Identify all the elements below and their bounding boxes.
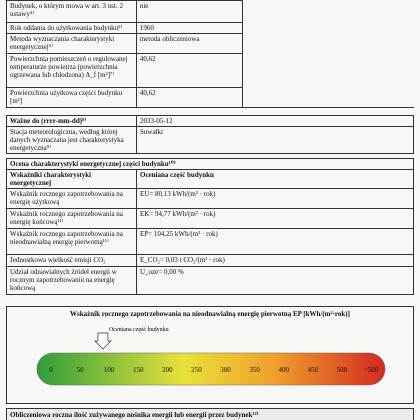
row-usable-area-label: Powierzchnia użytkowa części budynku [m²] (7, 88, 137, 108)
valid-until-label: Ważne do (rrrr-mm-dd)⁸⁾ (7, 116, 137, 127)
row-method-label: Metoda wyznaczania charakterystyki energetycznej⁶⁾ (7, 34, 137, 54)
tick-label: 250 (191, 366, 202, 374)
marker-arrow-icon (95, 333, 111, 349)
ep-scale-svg (7, 321, 413, 403)
co2-value: E_CO₂= 0,03 t CO₂/(m² · rok) (137, 255, 414, 267)
building-info-section (6, 0, 414, 108)
row-area-label: Powierzchnia pomieszczeń o regulowanej temperaturze powietrza (powierzchnia ogrzewana lub chłodzona) A_f [m²]⁷⁾ (7, 54, 137, 88)
building-info-table (6, 0, 414, 108)
station-value: Suwałki (137, 127, 414, 154)
bottom-note: Obliczeniowa roczna ilość zużywanego nośnika energii lub energii przez budynek¹²⁾ (6, 408, 414, 420)
row-year-label: Rok oddania do użytkowania budynku⁵⁾ (7, 23, 137, 34)
assessment-section (6, 158, 414, 295)
chart-title: Wskaźnik rocznego zapotrzebowania na nieodnawialną energię pierwotną EP [kWh/(m²·rok)] (70, 310, 350, 318)
row-usable-area-value: 40,62 (136, 88, 242, 108)
ep-label: Wskaźnik rocznego zapotrzebowania na nieodnawialną energię pierwotną¹¹⁾ (7, 229, 137, 255)
oze-value: U_oze= 0,00 % (137, 267, 414, 295)
building-photo-cell (242, 1, 414, 108)
ek-label: Wskaźnik rocznego zapotrzebowania na energię końcową¹¹⁾ (7, 209, 137, 229)
ep-scale-chart (6, 306, 414, 404)
tick-label: >500 (363, 366, 379, 374)
tick-label: 150 (133, 366, 144, 374)
eu-value: EU= 80,13 kWh/(m² · rok) (137, 189, 414, 209)
row-method-value: metoda obliczeniowa (136, 34, 242, 54)
ep-value: EP= 104,25 kWh/(m² · rok) (137, 229, 414, 255)
assessment-table (6, 158, 414, 295)
station-label: Stacja meteorologiczna, według której danych wyznaczana jest charakterystyka energetyczna⁹⁾ (7, 127, 137, 154)
tick-label: 500 (336, 366, 348, 374)
tick-label: 450 (307, 366, 319, 374)
indicators-col-header: Wskaźniki charakterystyki energetycznej (7, 170, 137, 189)
assessed-part-col-header: Oceniana część budynku (137, 170, 414, 189)
eu-label: Wskaźnik rocznego zapotrzebowania na energię użytkową (7, 189, 137, 209)
tick-label: 350 (249, 366, 260, 374)
valid-until-value: 2033-05-12 (137, 116, 414, 127)
tick-label: 300 (220, 366, 231, 374)
tick-label: 100 (103, 366, 115, 374)
row-year-value: 1960 (136, 23, 242, 34)
scale-bar (37, 353, 385, 385)
ek-value: EK= 94,77 kWh/(m² · rok) (137, 209, 414, 229)
tick-label: 50 (76, 366, 84, 374)
row-art3-label: Budynek, o którym mowa w art. 3 ust. 2 ustawy⁴⁾ (7, 1, 137, 23)
assessment-header: Ocena charakterystyki energetycznej części budynku¹⁰⁾ (7, 159, 414, 170)
validity-table (6, 115, 414, 154)
row-art3-value: nie (136, 1, 242, 23)
oze-label: Udział odnawialnych źródeł energii w rocznym zapotrzebowaniu na energię końcową (7, 267, 137, 295)
validity-section (6, 115, 414, 154)
tick-label: 200 (162, 366, 173, 374)
row-area-value: 40,62 (136, 54, 242, 88)
marker-label: Oceniana część budynku (108, 327, 169, 333)
tick-label: 0 (49, 366, 53, 374)
tick-label: 400 (278, 366, 289, 374)
co2-label: Jednostkowa wielkość emisji CO₂ (7, 255, 137, 267)
